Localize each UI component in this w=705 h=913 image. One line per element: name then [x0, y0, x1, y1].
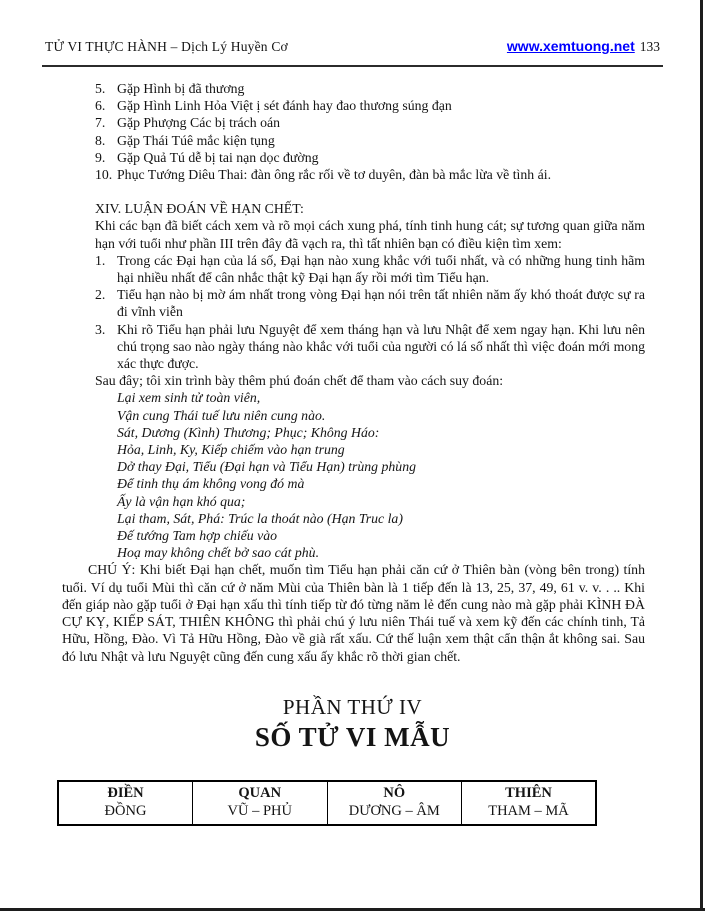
list-item-text: Tiểu hạn nào bị mờ ám nhất trong vòng Đại hạn nói trên tất nhiên năm ấy khó thoát được sự ra đi vĩnh viễn: [117, 287, 645, 320]
top-numbered-list: [95, 80, 645, 183]
table-cell-no: [327, 781, 462, 825]
cell-title: NÔ: [383, 784, 406, 801]
note-text: Khi biết Đại hạn chết, muốn tìm Tiểu hạn phải căn cứ ở Thiên bàn (vòng bên trong) tính tuổi. Ví dụ tuổi Mùi thì căn cứ ở năm Mùi của Thiên bàn là 1 tiếp đến là 13, 25, 37, 49, 61 v. v. . .. Khi đến giáp nào gặp tuổi ở Đại hạn xấu thì tính tiếp từ đó từng năm lẻ đến cung nào mà gặp phải KÌNH ĐÀ CỰ KỴ, KIẾP SÁT, THIÊN KHÔNG thì phải chú ý lưu niên Thái tuế và xem kỹ đến các chính tinh, Tả Hữu, Hồng, Đào. Vì Tả Hữu Hồng, Đào về già rất xấu. Cứ thế luận xem thật cẩn thận ắt không sai. Sau đó lưu Nhật và lưu Nguyệt cũng đến cung xấu ấy khắc rõ thời gian chết.: [62, 562, 645, 664]
scan-edge-bottom: [0, 908, 705, 911]
list-item: [95, 97, 645, 114]
list-item-number: 5.: [95, 81, 106, 96]
poem-line: Hoạ may không chết bở sao cát phù.: [117, 545, 320, 561]
section-numbered-list: [95, 252, 645, 372]
poem-line: Sát, Dương (Kình) Thương; Phục; Không Háo:: [117, 424, 380, 440]
part-subtitle: SỐ TỬ VI MẪU: [254, 721, 451, 752]
list-item: [95, 80, 645, 97]
poem-line: Lại xem sinh tử toàn viên,: [117, 390, 261, 406]
scan-edge-right: [700, 0, 703, 909]
section-intro: Khi các bạn đã biết cách xem và rõ mọi cách xung phá, tính tinh hung cát; sự tương quan giữa năm hạn với tuổi như phần III trên đây đã vạch ra, thì tất nhiên bạn có điều kiện tìm xem:: [95, 218, 645, 251]
list-item-text: Phục Tướng Diêu Thai: đàn ông rắc rối về tơ duyên, đàn bà mắc lừa về tình ái.: [117, 167, 552, 183]
poem-line: Để tinh thụ ám không vong đó mà: [117, 476, 305, 492]
page-body: [95, 80, 645, 561]
list-item-number: 8.: [95, 132, 106, 148]
cell-title: ĐIỀN: [107, 784, 144, 801]
page-header: [42, 0, 663, 67]
list-item-text: Gặp Phượng Các bị trách oán: [117, 115, 281, 131]
note-paragraph: [62, 561, 645, 664]
table-row: [58, 781, 596, 825]
cell-subtitle: VŨ – PHỦ: [227, 802, 292, 819]
book-title: TỬ VI THỰC HÀNH – Dịch Lý Huyền Cơ: [45, 39, 288, 54]
website-link[interactable]: www.xemtuong.net: [506, 38, 635, 54]
poem-lead-in: Sau đây; tôi xin trình bày thêm phú đoán chết để tham vào cách suy đoán:: [95, 373, 504, 389]
poem-line: Hỏa, Linh, Ky, Kiếp chiếm vào hạn trung: [117, 442, 345, 458]
list-item-number: 10.: [95, 167, 113, 183]
page-number: 133: [639, 39, 660, 54]
table-cell-quan: [193, 781, 328, 825]
palace-table: [57, 780, 597, 826]
cell-subtitle: THAM – MÃ: [488, 802, 569, 819]
list-item-number: 2.: [95, 287, 106, 303]
list-item: [95, 321, 645, 373]
cell-subtitle: DƯƠNG – ÂM: [348, 802, 440, 819]
table-cell-thien: [462, 781, 597, 825]
cell-title: THIÊN: [505, 784, 552, 801]
cell-title: QUAN: [238, 784, 282, 801]
list-item-text: Gặp Thái Túê mắc kiện tụng: [117, 132, 275, 148]
note-label: CHÚ Ý:: [88, 562, 136, 578]
list-item-text: Gặp Quả Tú dễ bị tai nạn dọc đường: [117, 149, 319, 165]
list-item: [95, 114, 645, 131]
list-item-text: Khi rõ Tiểu hạn phải lưu Nguyệt để xem tháng hạn và lưu Nhật để xem ngay hạn. Khi lưu nên chú trọng sao nào ngày tháng nào khắc với tuổi của người có lá số nhất thì việc đoán mới mong xác thực được.: [117, 321, 645, 372]
list-item-text: Gặp Hình bị đã thương: [117, 81, 245, 96]
list-item: [95, 132, 645, 149]
list-item: [95, 166, 645, 183]
poem-line: Ấy là vận hạn khó qua;: [117, 493, 246, 509]
list-item-number: 9.: [95, 149, 106, 165]
poem-line: Lại tham, Sát, Phá: Trúc la thoát nào (Hạn Truc la): [117, 510, 403, 526]
list-item-number: 6.: [95, 98, 106, 114]
section-heading: XIV. LUẬN ĐOÁN VỀ HẠN CHẾT:: [95, 201, 304, 217]
list-item-text: Gặp Hình Linh Hỏa Việt ị sét đánh hay đao thương súng đạn: [117, 98, 452, 114]
poem-block: [117, 389, 645, 561]
list-item-number: 3.: [95, 321, 106, 337]
list-item-number: 7.: [95, 115, 106, 131]
table-cell-dien: [58, 781, 193, 825]
list-item: [95, 286, 645, 320]
list-item-text: Trong các Đại hạn của lá số, Đại hạn nào xung khắc với tuổi nhất, và có những hung tinh hãm hại nhiều nhất để cân nhắc thật kỹ Đại hạn ấy rồi mới tìm Tiểu hạn.: [117, 252, 645, 286]
cell-subtitle: ĐỒNG: [104, 802, 147, 819]
list-item-number: 1.: [95, 252, 106, 268]
poem-line: Vận cung Thái tuế lưu niên cung nào.: [117, 407, 326, 423]
header-right: [507, 38, 660, 56]
poem-line: Dở thay Đại, Tiểu (Đại hạn và Tiểu Hạn) trùng phùng: [117, 459, 417, 475]
part-title: PHẦN THỨ IV: [282, 694, 423, 719]
list-item: [95, 149, 645, 166]
list-item: [95, 252, 645, 286]
poem-line: Đế tướng Tam hợp chiếu vào: [117, 528, 278, 544]
